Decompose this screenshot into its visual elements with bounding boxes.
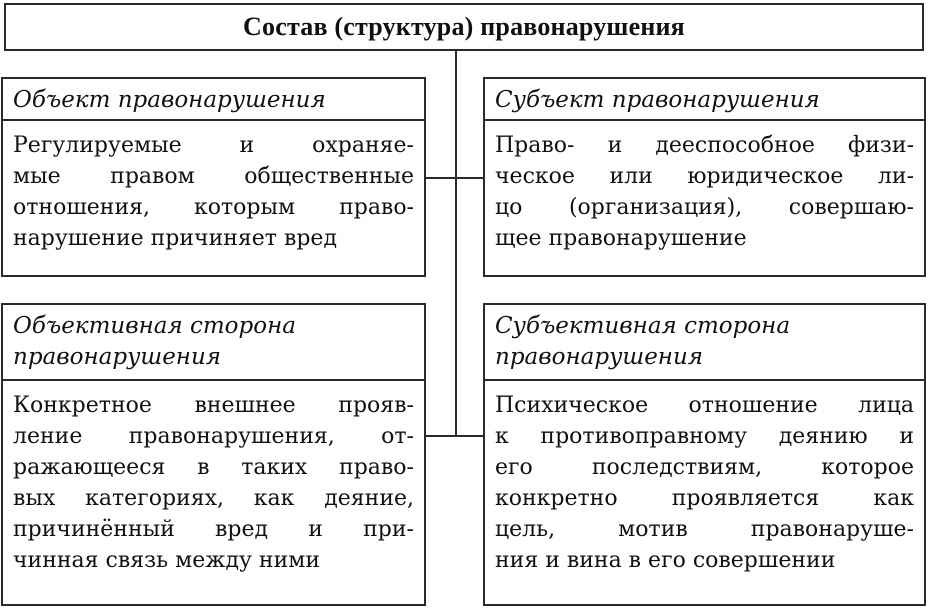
subjective-side-heading: правонарушения xyxy=(495,344,703,370)
objective-side-line: ление правонарушения, от- xyxy=(13,424,414,449)
object-line: Регулируемые и охраняе- xyxy=(13,133,414,158)
subjective-side-heading: Субъективная сторона xyxy=(495,313,791,339)
subject-heading: Субъект правонарушения xyxy=(495,87,820,113)
subjective-side-line: ния и вина в его совершении xyxy=(495,548,836,573)
object-line: отношения, которым право- xyxy=(13,195,414,220)
subjective-side-line: Психическое отношение лица xyxy=(495,393,914,418)
objective-side-heading: правонарушения xyxy=(13,344,221,370)
subject-line: цо (организация), совершаю- xyxy=(495,195,914,220)
title-box xyxy=(4,3,924,51)
subjective-side-heading-box xyxy=(483,303,926,381)
objective-side-body-box xyxy=(1,379,426,606)
subjective-side-line: к противоправному деянию и xyxy=(495,424,914,449)
objective-side-line: причинённый вред и при- xyxy=(13,517,414,542)
object-heading-box xyxy=(1,77,426,121)
object-line: нарушение причиняет вред xyxy=(13,226,337,251)
subject-heading-box xyxy=(483,77,926,121)
subjective-side-line: его последствиям, которое xyxy=(495,455,914,480)
vertical-connector xyxy=(455,51,457,437)
subjective-side-line: конкретно проявляется как xyxy=(495,486,914,511)
object-line: мые правом общественные xyxy=(13,164,414,189)
object-heading: Объект правонарушения xyxy=(13,87,326,113)
subject-line: Право- и дееспособное физи- xyxy=(495,133,914,158)
subjective-side-body-box xyxy=(483,379,926,606)
subjective-side-line: цель, мотив правонаруше- xyxy=(495,517,914,542)
subject-body-box xyxy=(483,119,926,277)
objective-side-heading: Объективная сторона xyxy=(13,313,296,339)
objective-side-line: Конкретное внешнее прояв- xyxy=(13,393,414,418)
subject-line: ческое или юридическое ли- xyxy=(495,164,914,189)
object-body-box xyxy=(1,119,426,277)
objective-side-line: ражающееся в таких право- xyxy=(13,455,414,480)
objective-side-heading-box xyxy=(1,303,426,381)
objective-side-line: вых категориях, как деяние, xyxy=(13,486,414,511)
connector-upper xyxy=(426,177,484,179)
subject-line: щее правонарушение xyxy=(495,226,747,251)
connector-lower xyxy=(426,435,484,437)
diagram-title: Состав (структура) правонарушения xyxy=(243,12,685,41)
objective-side-line: чинная связь между ними xyxy=(13,548,321,573)
